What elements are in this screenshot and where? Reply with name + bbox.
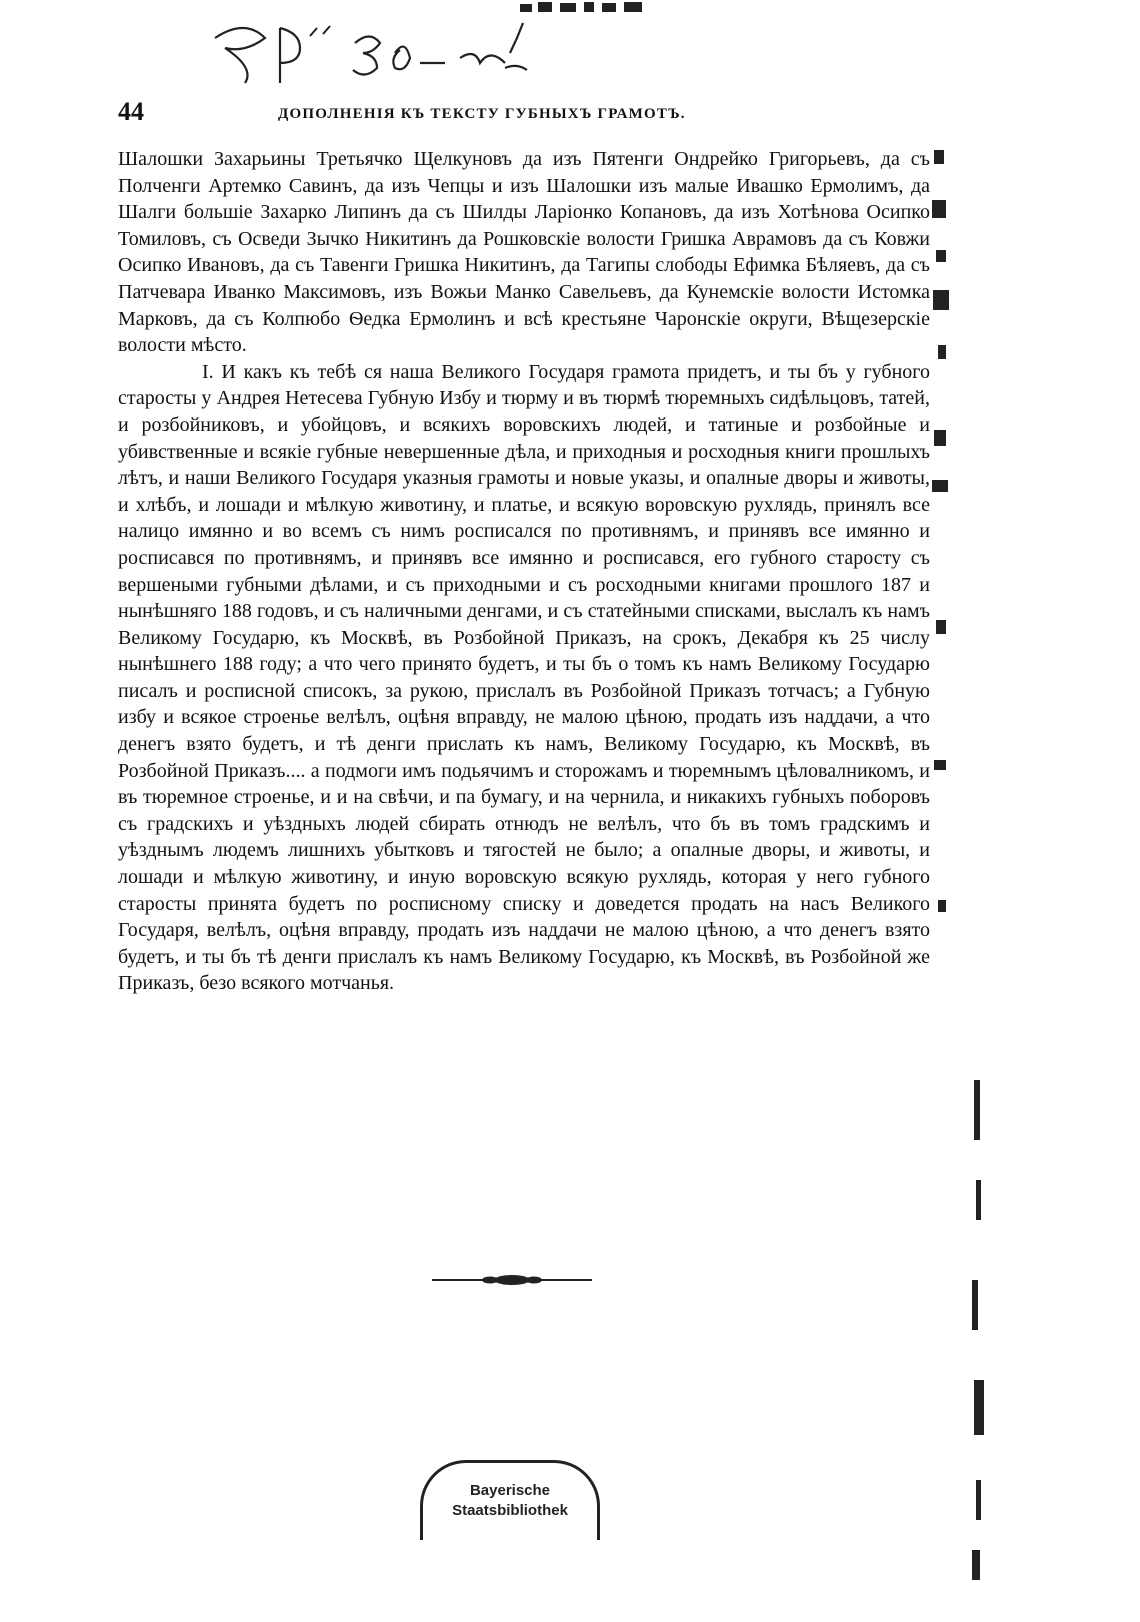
- stamp-line-1: Bayerische: [469, 1482, 551, 1499]
- library-number-mark: [520, 0, 730, 22]
- handwritten-shelfmark: [205, 8, 535, 98]
- paragraph-section-one: I. И какъ къ тебѣ ся наша Великого Государя грамота придетъ, и ты бъ у губного старосты у Андрея Нетесева Губную Избу и тюрму и въ тюрмѣ тюремныхъ сидѣльцовъ, татей, и розбойниковъ, и убойцовъ, и всякихъ воровскихъ людей, и татиные и розбойные и убивственные и всякіе губные невершенные дѣла, и приходныя и росходныя книги прошлыхъ лѣтъ, и наши Великого Государя указныя грамоты и новые указы, и опалные дворы и животы, и хлѣбъ, и лошади и мѣлкую животину, и платье, и всякую воровскую рухлядь, принялъ все налицо имянно и во всемъ съ нимъ росписался по противнямъ, и принявъ все имянно и росписався по противнямъ, и принявъ все имянно и росписався, его губного старосту съ вершеными губными дѣлами, и съ приходными и съ росходными книгами прошлого 187 и нынѣшняго 188 годовъ, и съ наличными денгами, и съ статейными списками, выслалъ къ намъ Великому Государю, къ Москвѣ, въ Розбойной Приказъ, на срокъ, Декабря къ 25 числу нынѣшнего 188 году; а что чего принято будетъ, и ты бъ о томъ къ намъ Великому Государю писалъ и росписной списокъ, за рукою, прислалъ въ Розбойной Приказъ тотчасъ; а Губную избу и всякое строенье велѣлъ, оцѣня вправду, не малою цѣною, продать изъ наддачи, а что денегъ взято будетъ, и тѣ денги прислать къ намъ, Великому Государю, къ Москвѣ, въ Розбойной Приказъ.... а подмоги имъ подьячимъ и сторожамъ и тюремнымъ цѣловалникомъ, и въ тюремное строенье, и и на свѣчи, и па бумагу, и на чернила, и никакихъ губныхъ поборовъ съ градскихъ и уѣздныхъ людей сбирать отнюдъ не велѣлъ, что бъ въ томъ градскимъ и уѣзднымъ людемъ лишнихъ убытковъ и тягостей не было; а опалные дворы, и животы, и лошади и мѣлкую животину, и иную воровскую всякую рухлядь, которая у него губного старосты принята будетъ по росписному списку и доведется продать на насъ Великого Государя, велѣлъ, оцѣня вправду, продать изъ наддачи не малою цѣною, а что денегъ взято будетъ, и ты бъ тѣ денги прислалъ къ намъ Великому Государю, къ Москвѣ, въ Розбойной же Приказъ, безо всякого мотчанья.: [118, 360, 930, 995]
- running-head: ДОПОЛНЕНІЯ КЪ ТЕКСТУ ГУБНЫХЪ ГРАМОТЪ.: [278, 106, 686, 122]
- library-stamp: [420, 1460, 600, 1540]
- body-text: [118, 146, 930, 997]
- stamp-line-2: Staatsbibliothek: [452, 1502, 568, 1519]
- right-margin-specks: [960, 1080, 1000, 1580]
- paragraph-continuation: Шалошки Захарьины Третьячко Щелкуновъ да изъ Пятенги Ондрейко Григорьевъ, да съ Полченги Артемко Савинъ, да изъ Чепцы и изъ Шалошки изъ малые Ивашко Ермолимъ, да Шалги большіе Захарко Липинъ да съ Шилды Ларіонко Копановъ, да изъ Хотѣнова Осипко Томиловъ, съ Осведи Зычко Никитинъ да Рошковскіе волости Гришка Аврамовъ да съ Ковжи Осипко Ивановъ, да съ Тавенги Гришка Никитинъ, да Тагипы слободы Ефимка Бѣляевъ, да съ Патчевара Иванко Максимовъ, изъ Вожьи Манко Савельевъ, да Кунемскіе волости Истомка Марковъ, да съ Колпюбо Ѳедка Ермолинъ и всѣ крестьяне Чаронскіе округи, Вѣщезерскіе волости мѣсто.: [118, 148, 930, 357]
- closing-ornament: [432, 1271, 592, 1289]
- page-number: 44: [118, 97, 144, 126]
